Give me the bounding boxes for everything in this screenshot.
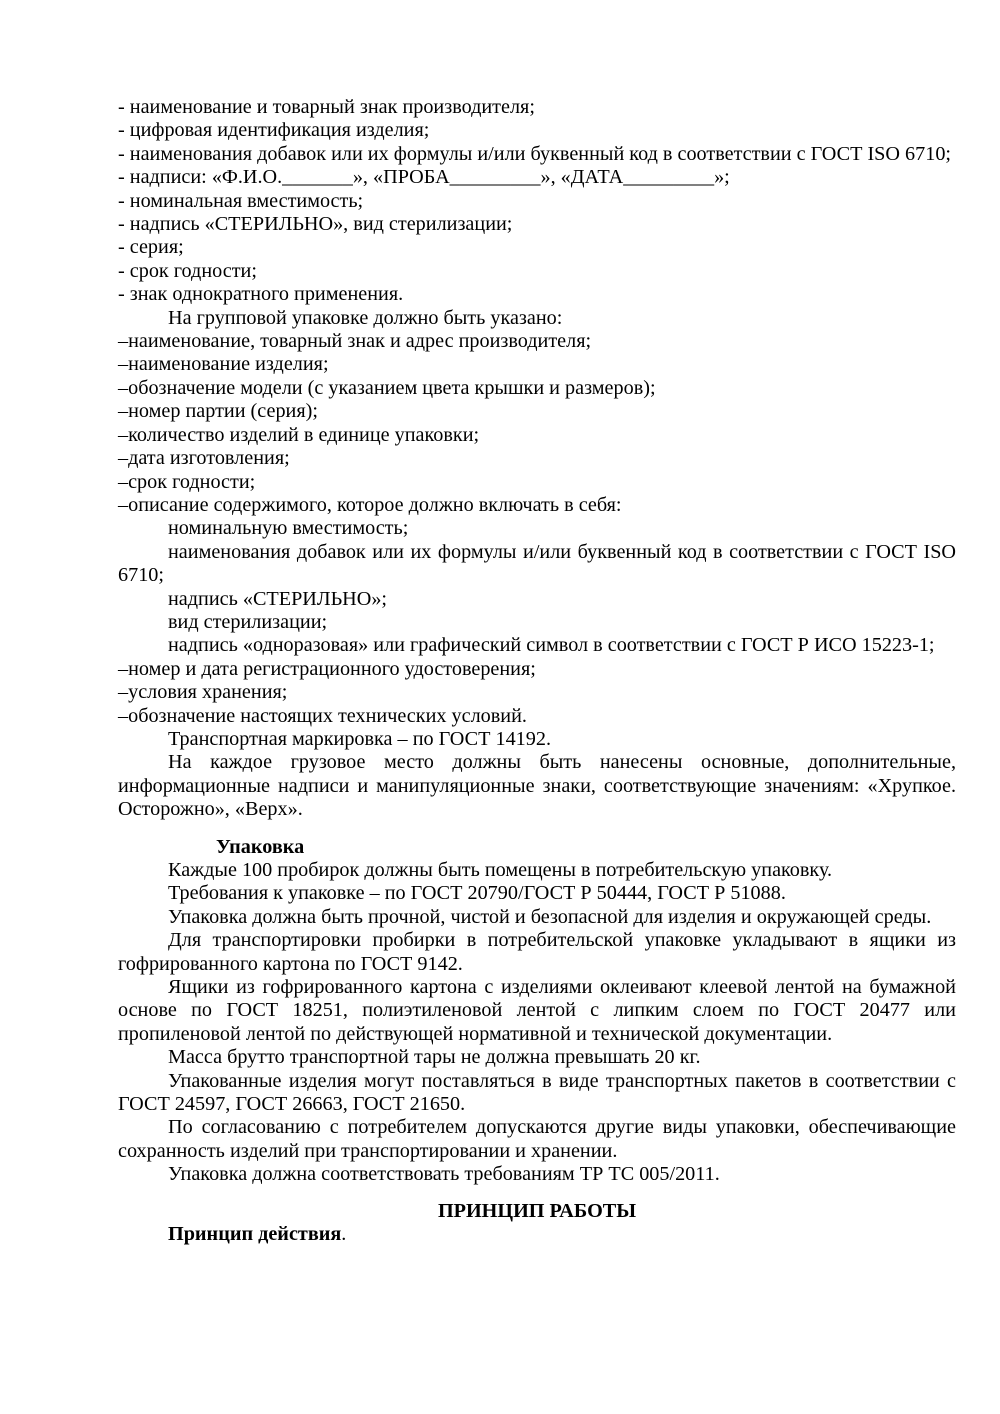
paragraph: –номер и дата регистрационного удостоверения;: [118, 657, 536, 680]
paragraph: надпись «одноразовая» или графический символ в соответствии с ГОСТ Р ИСО 15223-1;: [168, 634, 935, 657]
paragraph: Каждые 100 пробирок должны быть помещены в потребительскую упаковку.: [168, 859, 833, 881]
section-marking-requirements: [118, 96, 956, 822]
paragraph: –условия хранения;: [118, 681, 288, 704]
paragraph-bold-lead: Принцип действия: [168, 1223, 342, 1246]
paragraph: –номер партии (серия);: [118, 400, 318, 423]
paragraph: - надписи: «Ф.И.О._______», «ПРОБА_________», «ДАТА_________»;: [118, 166, 730, 189]
paragraph: - серия;: [118, 236, 184, 259]
paragraph: наименования добавок или их формулы и/или буквенный код в соответствии с ГОСТ ISO 6710;: [118, 540, 956, 587]
paragraph: - срок годности;: [118, 259, 257, 282]
section-heading-packaging: Упаковка: [216, 835, 305, 858]
paragraph: –описание содержимого, которое должно включать в себя:: [118, 493, 622, 516]
paragraph: Упаковка должна соответствовать требованиям ТР ТС 005/2011.: [168, 1163, 720, 1186]
paragraph: –обозначение настоящих технических условий.: [118, 704, 527, 727]
paragraph: Упаковка должна быть прочной, чистой и безопасной для изделия и окружающей среды.: [168, 905, 932, 928]
paragraph: –наименование изделия;: [118, 353, 329, 376]
section-heading-principle: ПРИНЦИП РАБОТЫ: [437, 1199, 637, 1222]
paragraph: номинальную вместимость;: [168, 517, 409, 540]
paragraph: - надпись «СТЕРИЛЬНО», вид стерилизации;: [118, 213, 513, 236]
paragraph: Транспортная маркировка – по ГОСТ 14192.: [168, 727, 551, 750]
paragraph: Упакованные изделия могут поставляться в виде транспортных пакетов в соответствии с ГОСТ 24597, ГОСТ 26663, ГОСТ 21650.: [118, 1069, 956, 1116]
paragraph: Требования к упаковке – по ГОСТ 20790/ГОСТ Р 50444, ГОСТ Р 51088.: [168, 882, 786, 905]
paragraph: - знак однократного применения.: [118, 283, 404, 306]
paragraph: По согласованию с потребителем допускаются другие виды упаковки, обеспечивающие сохранность изделий при транспортировании и хранении.: [118, 1116, 956, 1162]
section-packaging: [118, 836, 956, 1187]
paragraph: Ящики из гофрированного картона с изделиями оклеивают клеевой лентой на бумажной основе по ГОСТ 18251, полиэтиленовой лентой с липким слоем по ГОСТ 20477 или пропиленовой лентой по действующей нормативной и технической документации.: [118, 976, 956, 1045]
paragraph: На групповой упаковке должно быть указано:: [168, 306, 563, 329]
paragraph: - цифровая идентификация изделия;: [118, 119, 430, 142]
paragraph: - наименование и товарный знак производителя;: [118, 96, 535, 118]
paragraph: Масса брутто транспортной тары не должна превышать 20 кг.: [168, 1046, 701, 1069]
section-operating-principle: [118, 1200, 956, 1247]
paragraph: –обозначение модели (с указанием цвета крышки и размеров);: [118, 376, 656, 399]
paragraph: Для транспортировки пробирки в потребительской упаковке укладывают в ящики из гофрированного картона по ГОСТ 9142.: [118, 929, 956, 975]
paragraph: - наименования добавок или их формулы и/или буквенный код в соответствии с ГОСТ ISO 6710;: [118, 142, 952, 165]
principle-lead-paragraph: Принцип действия.: [168, 1223, 347, 1246]
document-content: [118, 96, 956, 1247]
paragraph: –количество изделий в единице упаковки;: [118, 423, 480, 446]
paragraph: На каждое грузовое место должны быть нанесены основные, дополнительные, информационные надписи и манипуляционные знаки, соответствующие значениям: «Хрупкое. Осторожно», «Верх».: [118, 751, 956, 821]
paragraph: –наименование, товарный знак и адрес производителя;: [118, 330, 592, 353]
paragraph: –срок годности;: [118, 470, 256, 493]
paragraph: - номинальная вместимость;: [118, 189, 364, 212]
paragraph: –дата изготовления;: [118, 447, 290, 470]
paragraph: надпись «СТЕРИЛЬНО»;: [168, 587, 388, 610]
paragraph: вид стерилизации;: [168, 610, 328, 633]
